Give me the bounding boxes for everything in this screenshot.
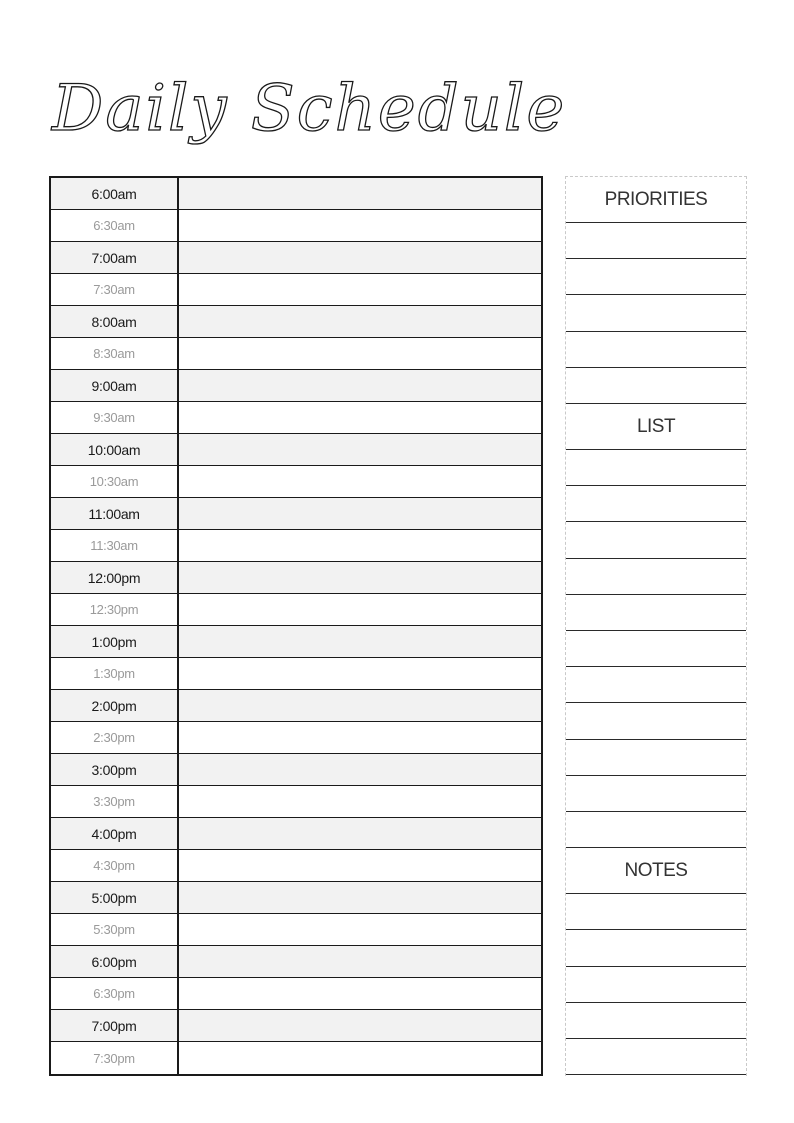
schedule-row [51, 434, 541, 466]
time-label: 4:00pm [51, 818, 179, 849]
priorities-line[interactable] [566, 295, 746, 331]
schedule-entry-slot[interactable] [179, 562, 541, 593]
schedule-row [51, 1010, 541, 1042]
priorities-heading: PRIORITIES [566, 177, 746, 223]
schedule-entry-slot[interactable] [179, 1010, 541, 1041]
list-line[interactable] [566, 595, 746, 631]
time-label: 7:30pm [51, 1042, 179, 1074]
schedule-entry-slot[interactable] [179, 626, 541, 657]
time-label: 1:30pm [51, 658, 179, 689]
time-label: 9:00am [51, 370, 179, 401]
schedule-row [51, 850, 541, 882]
list-heading: LIST [566, 404, 746, 450]
schedule-entry-slot[interactable] [179, 914, 541, 945]
notes-line[interactable] [566, 1039, 746, 1075]
time-label: 11:30am [51, 530, 179, 561]
schedule-entry-slot[interactable] [179, 850, 541, 881]
list-line[interactable] [566, 486, 746, 522]
sidebar-panel [565, 176, 747, 1076]
schedule-entry-slot[interactable] [179, 402, 541, 433]
list-line[interactable] [566, 450, 746, 486]
schedule-row [51, 210, 541, 242]
time-label: 4:30pm [51, 850, 179, 881]
schedule-row [51, 242, 541, 274]
schedule-row [51, 914, 541, 946]
notes-line[interactable] [566, 930, 746, 966]
notes-line[interactable] [566, 1003, 746, 1039]
schedule-row [51, 178, 541, 210]
schedule-row [51, 594, 541, 626]
schedule-row [51, 882, 541, 914]
schedule-entry-slot[interactable] [179, 498, 541, 529]
schedule-table [49, 176, 543, 1076]
time-label: 12:00pm [51, 562, 179, 593]
schedule-row [51, 626, 541, 658]
schedule-row [51, 722, 541, 754]
time-label: 6:30pm [51, 978, 179, 1009]
priorities-line[interactable] [566, 332, 746, 368]
time-label: 10:30am [51, 466, 179, 497]
schedule-entry-slot[interactable] [179, 338, 541, 369]
schedule-entry-slot[interactable] [179, 178, 541, 209]
schedule-entry-slot[interactable] [179, 882, 541, 913]
time-label: 9:30am [51, 402, 179, 433]
time-label: 3:30pm [51, 786, 179, 817]
schedule-entry-slot[interactable] [179, 274, 541, 305]
schedule-row [51, 338, 541, 370]
schedule-row [51, 690, 541, 722]
time-label: 6:30am [51, 210, 179, 241]
time-label: 3:00pm [51, 754, 179, 785]
time-label: 11:00am [51, 498, 179, 529]
schedule-row [51, 658, 541, 690]
schedule-row [51, 274, 541, 306]
time-label: 2:30pm [51, 722, 179, 753]
time-label: 7:30am [51, 274, 179, 305]
time-label: 5:00pm [51, 882, 179, 913]
page-title-text: Daily Schedule [52, 72, 567, 146]
schedule-entry-slot[interactable] [179, 594, 541, 625]
list-line[interactable] [566, 812, 746, 848]
time-label: 1:00pm [51, 626, 179, 657]
time-label: 2:00pm [51, 690, 179, 721]
schedule-entry-slot[interactable] [179, 946, 541, 977]
time-label: 5:30pm [51, 914, 179, 945]
schedule-row [51, 402, 541, 434]
time-label: 12:30pm [51, 594, 179, 625]
list-line[interactable] [566, 740, 746, 776]
time-label: 7:00pm [51, 1010, 179, 1041]
schedule-row [51, 818, 541, 850]
list-line[interactable] [566, 522, 746, 558]
list-line[interactable] [566, 631, 746, 667]
time-label: 6:00pm [51, 946, 179, 977]
time-label: 8:30am [51, 338, 179, 369]
schedule-entry-slot[interactable] [179, 754, 541, 785]
schedule-entry-slot[interactable] [179, 818, 541, 849]
priorities-line[interactable] [566, 368, 746, 404]
schedule-entry-slot[interactable] [179, 210, 541, 241]
notes-line[interactable] [566, 967, 746, 1003]
schedule-entry-slot[interactable] [179, 690, 541, 721]
schedule-entry-slot[interactable] [179, 786, 541, 817]
schedule-row [51, 978, 541, 1010]
time-label: 6:00am [51, 178, 179, 209]
schedule-entry-slot[interactable] [179, 1042, 541, 1074]
script-title-art [52, 58, 567, 168]
schedule-row [51, 530, 541, 562]
schedule-entry-slot[interactable] [179, 658, 541, 689]
time-label: 10:00am [51, 434, 179, 465]
list-line[interactable] [566, 776, 746, 812]
schedule-entry-slot[interactable] [179, 978, 541, 1009]
schedule-entry-slot[interactable] [179, 434, 541, 465]
list-line[interactable] [566, 667, 746, 703]
page-title [52, 58, 567, 168]
schedule-row [51, 306, 541, 338]
notes-heading: NOTES [566, 848, 746, 894]
list-line[interactable] [566, 559, 746, 595]
priorities-line[interactable] [566, 259, 746, 295]
time-label: 8:00am [51, 306, 179, 337]
priorities-line[interactable] [566, 223, 746, 259]
schedule-entry-slot[interactable] [179, 530, 541, 561]
schedule-row [51, 562, 541, 594]
schedule-row [51, 786, 541, 818]
notes-line[interactable] [566, 894, 746, 930]
list-line[interactable] [566, 703, 746, 739]
time-label: 7:00am [51, 242, 179, 273]
schedule-entry-slot[interactable] [179, 306, 541, 337]
schedule-entry-slot[interactable] [179, 722, 541, 753]
schedule-row [51, 466, 541, 498]
schedule-row [51, 498, 541, 530]
schedule-row [51, 754, 541, 786]
schedule-entry-slot[interactable] [179, 370, 541, 401]
schedule-entry-slot[interactable] [179, 242, 541, 273]
schedule-row [51, 370, 541, 402]
schedule-entry-slot[interactable] [179, 466, 541, 497]
schedule-row [51, 1042, 541, 1074]
schedule-row [51, 946, 541, 978]
